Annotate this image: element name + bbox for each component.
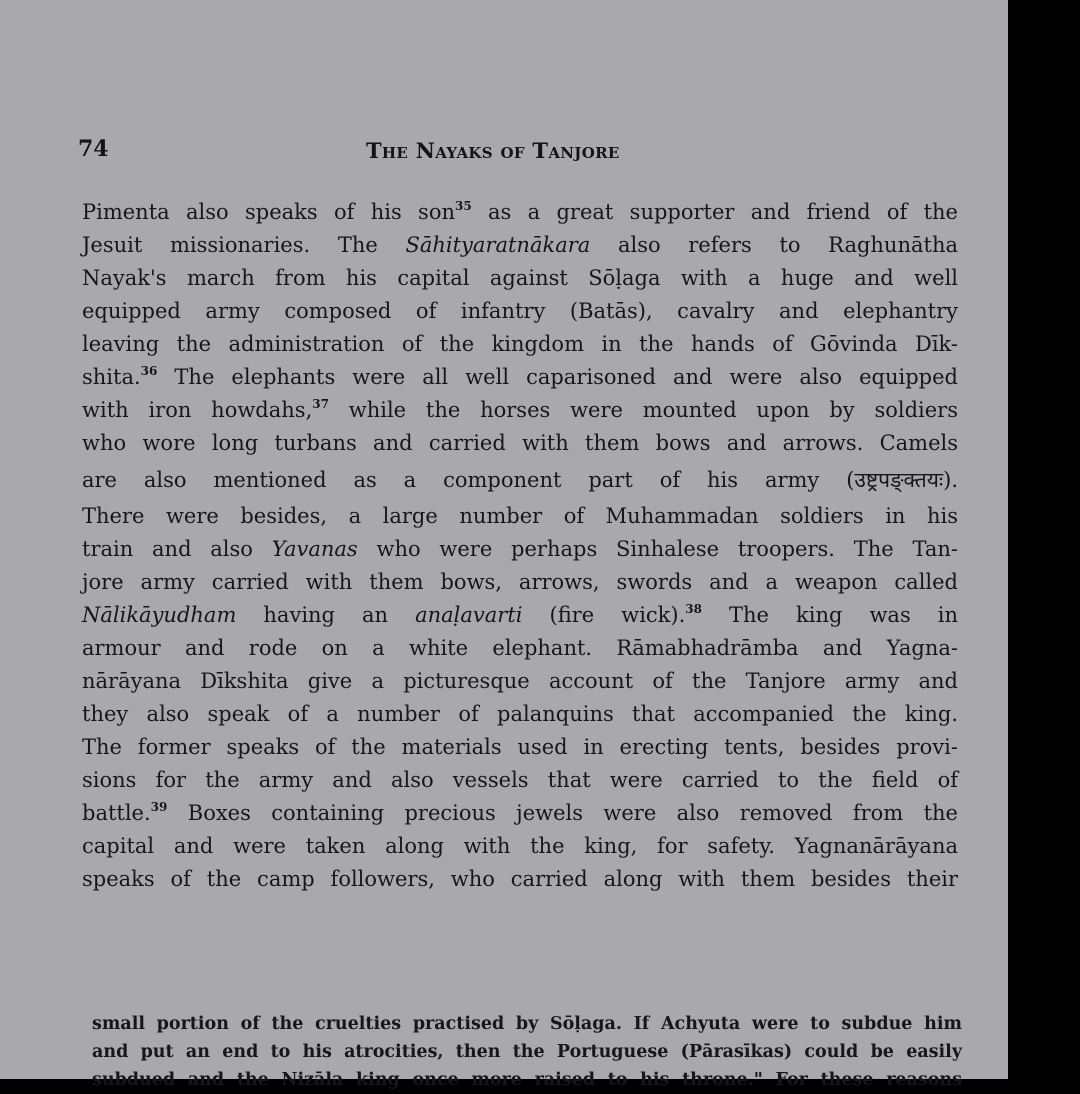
text-line: jore army carried with them bows, arrows, swords and a weapon called [82, 570, 958, 594]
text-line: speaks of the camp followers, who carried along with them besides their [82, 867, 958, 891]
text-line: Pimenta also speaks of his son$^{35}$ as a great supporter and friend of the [82, 199, 958, 224]
page-header [78, 136, 958, 170]
body-paragraph [82, 196, 958, 896]
footnote-line: subdued and the Nizāla king once more raised to his throne." For these reasons [92, 1070, 962, 1090]
text-line: they also speak of a number of palanquins that accompanied the king. [82, 702, 958, 726]
text-line: battle.$^{39}$ Boxes containing precious jewels were also removed from the [82, 800, 958, 825]
text-line: capital and were taken along with the king, for safety. Yagnanārāyana [82, 834, 958, 858]
page-number: 74 [78, 136, 109, 162]
footnote-line: small portion of the cruelties practised by Sōḷaga. If Achyuta were to subdue him [92, 1014, 962, 1034]
text-line: Jesuit missionaries. The Sāhityaratnākara also refers to Raghunātha [82, 233, 958, 257]
footnotes [92, 1010, 962, 1094]
text-line: armour and rode on a white elephant. Rāmabhadrāmba and Yagna- [82, 636, 958, 660]
footnote-ref: 39 [150, 800, 168, 814]
text-line: equipped army composed of infantry (Batās), cavalry and elephantry [82, 299, 958, 323]
text-line: Nayak's march from his capital against Sōḷaga with a huge and well [82, 266, 958, 290]
text-line: train and also Yavanas who were perhaps Sinhalese troopers. The Tan- [82, 537, 958, 561]
footnote-ref: 36 [140, 364, 158, 378]
text-line: with iron howdahs,$^{37}$ while the horses were mounted upon by soldiers [82, 397, 958, 422]
text-line: who wore long turbans and carried with them bows and arrows. Camels [82, 431, 958, 455]
footnote-ref: 35 [455, 199, 472, 213]
text-line: nārāyana Dīkshita give a picturesque account of the Tanjore army and [82, 669, 958, 693]
footnote-ref: 38 [685, 602, 702, 616]
text-line: are also mentioned as a component part of his army (उष्ट्रपङ्क्तयः). [82, 468, 958, 492]
text-line: shita.$^{36}$ The elephants were all well caparisoned and were also equipped [82, 364, 958, 389]
footnote-line: and put an end to his atrocities, then the Portuguese (Pārasīkas) could be easily [92, 1042, 962, 1062]
text-line: sions for the army and also vessels that were carried to the field of [82, 768, 958, 792]
text-line: leaving the administration of the kingdom in the hands of Gōvinda Dīk- [82, 332, 958, 356]
running-title: The Nayaks of Tanjore [366, 138, 620, 163]
page-edge-shadow [1008, 0, 1080, 1079]
text-line: Nālikāyudham having an anaḷavarti (fire wick).$^{38}$ The king was in [82, 602, 958, 627]
text-line: There were besides, a large number of Muhammadan soldiers in his [82, 504, 958, 528]
footnote-ref: 37 [312, 397, 329, 411]
text-line: The former speaks of the materials used in erecting tents, besides provi- [82, 735, 958, 759]
